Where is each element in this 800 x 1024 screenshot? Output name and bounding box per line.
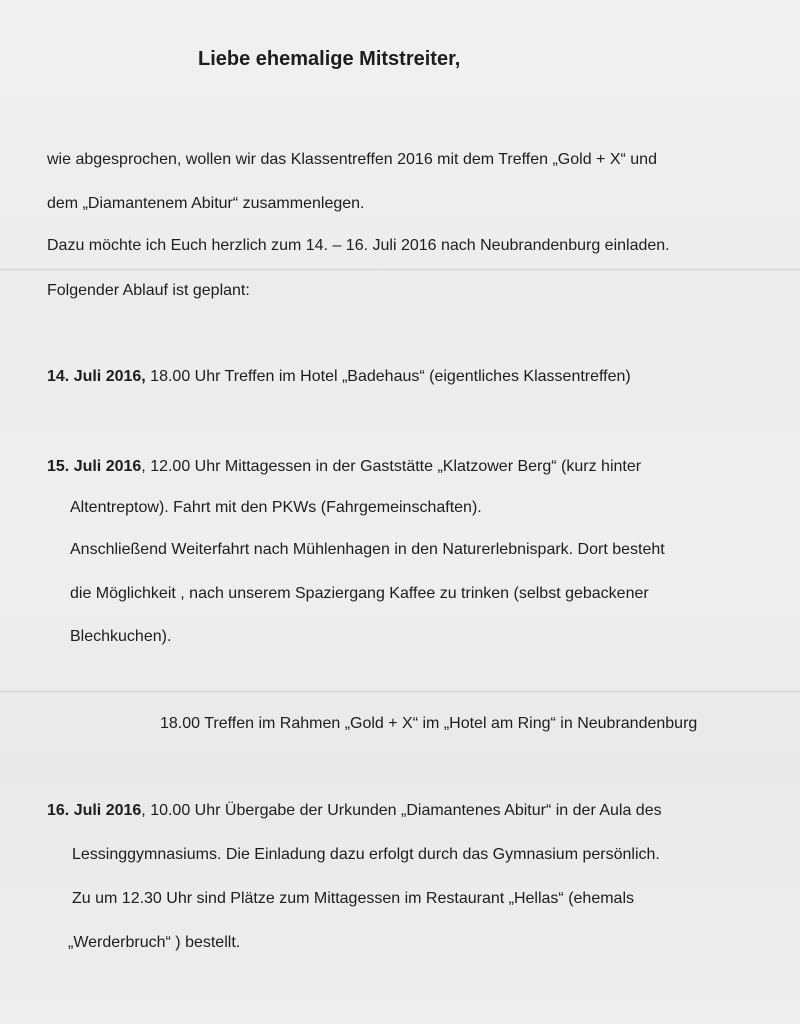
day-14-entry [47, 367, 631, 387]
day-15-line-5: Blechkuchen). [70, 628, 172, 645]
intro-line-3: Dazu möchte ich Euch herzlich zum 14. – 16. Juli 2016 nach Neubrandenburg einladen. [47, 237, 670, 254]
intro-line-1: wie abgesprochen, wollen wir das Klassentreffen 2016 mit dem Treffen „Gold + X“ und [47, 151, 657, 168]
paper-fold-line [0, 268, 800, 271]
day-16-entry [47, 801, 662, 821]
day-16-first-line: , 10.00 Uhr Übergabe der Urkunden „Diamantenes Abitur“ in der Aula des [141, 802, 662, 819]
day-16-line-4: „Werderbruch“ ) bestellt. [68, 934, 241, 951]
paper-fold-line [0, 690, 800, 693]
day-15-line-2: Altentreptow). Fahrt mit den PKWs (Fahrgemeinschaften). [70, 499, 482, 516]
day-15-evening: 18.00 Treffen im Rahmen „Gold + X“ im „Hotel am Ring“ in Neubrandenburg [160, 715, 698, 732]
letter-title: Liebe ehemalige Mitstreiter, [198, 48, 461, 70]
day-15-date: 15. Juli 2016 [47, 458, 142, 475]
day-15-entry [47, 457, 641, 477]
intro-line-2: dem „Diamantenem Abitur“ zusammenlegen. [47, 195, 365, 212]
day-15-line-4: die Möglichkeit , nach unserem Spaziergang Kaffee zu trinken (selbst gebackener [70, 585, 649, 602]
day-15-first-line: , 12.00 Uhr Mittagessen in der Gaststätte „Klatzower Berg“ (kurz hinter [141, 458, 642, 475]
day-16-line-2: Lessinggymnasiums. Die Einladung dazu erfolgt durch das Gymnasium persönlich. [72, 846, 660, 863]
day-14-text: 18.00 Uhr Treffen im Hotel „Badehaus“ (eigentliches Klassentreffen) [145, 368, 631, 385]
day-16-line-3: Zu um 12.30 Uhr sind Plätze zum Mittagessen im Restaurant „Hellas“ (ehemals [72, 890, 634, 907]
intro-line-4: Folgender Ablauf ist geplant: [47, 282, 250, 299]
day-15-line-3: Anschließend Weiterfahrt nach Mühlenhagen in den Naturerlebnispark. Dort besteht [70, 541, 665, 558]
day-16-date: 16. Juli 2016 [47, 802, 142, 819]
day-14-date: 14. Juli 2016, [47, 368, 146, 385]
